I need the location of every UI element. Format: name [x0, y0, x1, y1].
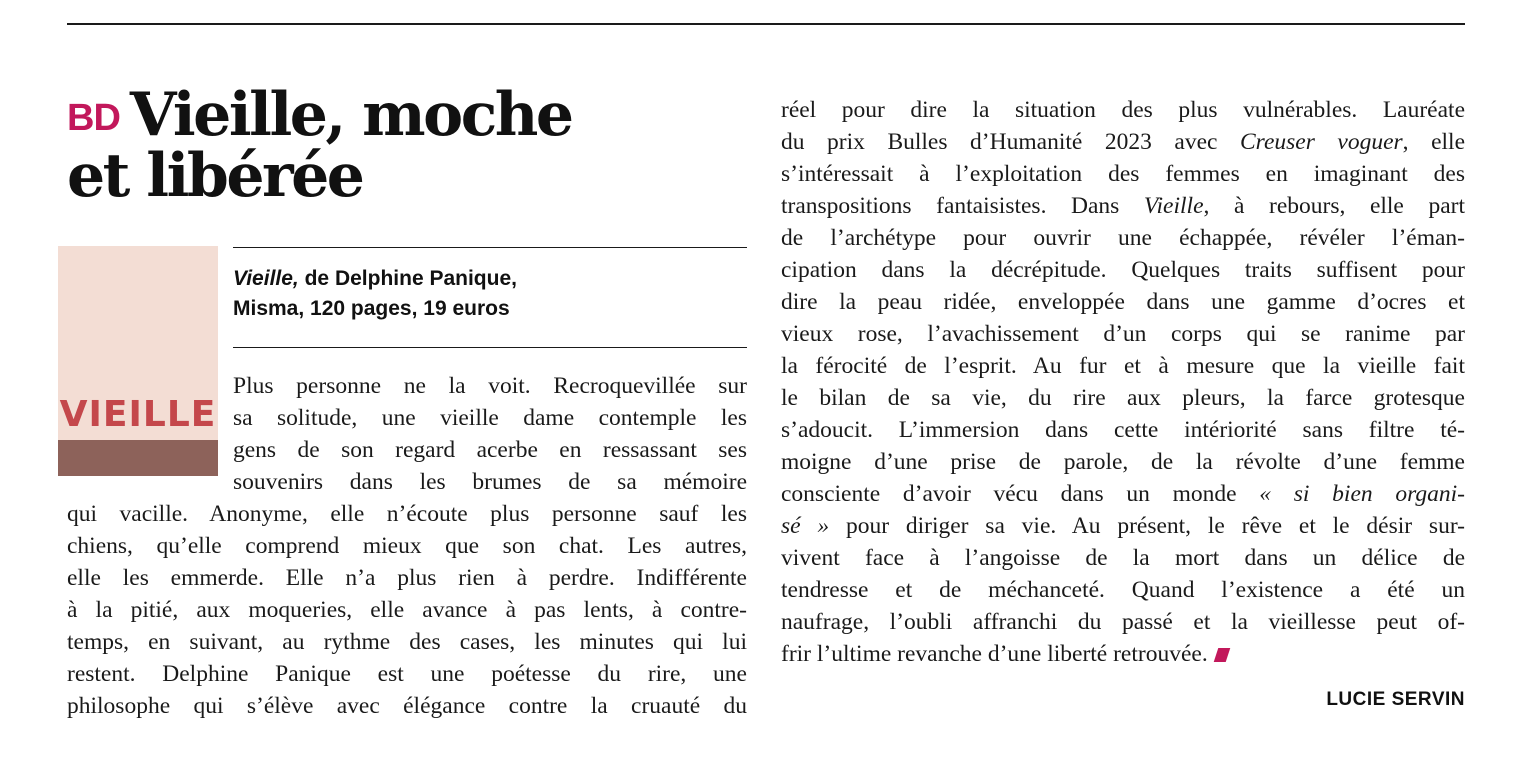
body-line: consciente d’avoir vécu dans un monde « si bien organi- [781, 481, 1465, 507]
body-line: gens de son regard acerbe en ressassant ses [233, 437, 747, 463]
body-line: naufrage, l’oubli affranchi du passé et la vieillesse peut of- [781, 609, 1465, 635]
body-line: restent. Delphine Panique est une poétesse du rire, une [67, 661, 747, 687]
top-rule [67, 23, 1465, 25]
headline [67, 80, 707, 211]
book-info-line-2: Misma, 120 pages, 19 euros [233, 297, 510, 320]
body-line: le bilan de sa vie, du rire aux pleurs, la farce grotesque [781, 385, 1465, 411]
book-title-mention: Vieille [1143, 193, 1204, 219]
body-line: qui vacille. Anonyme, elle n’écoute plus personne sauf les [67, 501, 747, 527]
book-cover-title: VIEILLE [59, 394, 217, 435]
body-line: transpositions fantaisistes. Dans Vieille, à rebours, elle part [781, 193, 1465, 219]
book-info-top-rule [233, 247, 747, 248]
body-line: temps, en suivant, au rythme des cases, les minutes qui lui [67, 629, 747, 655]
body-line: sa solitude, une vieille dame contemple les [233, 405, 747, 431]
book-info-title: Vieille, [233, 267, 299, 290]
body-line: souvenirs dans les brumes de sa mémoire [233, 469, 747, 495]
book-info-line-1: Vieille, de Delphine Panique, [233, 267, 517, 290]
body-line: du prix Bulles d’Humanité 2023 avec Creuser voguer, elle [781, 129, 1465, 155]
body-line: à la pitié, aux moqueries, elle avance à pas lents, à contre- [67, 597, 747, 623]
body-line: elle les emmerde. Elle n’a plus rien à perdre. Indifférente [67, 565, 747, 591]
body-line: dire la peau ridée, enveloppée dans une gamme d’ocres et [781, 289, 1465, 315]
body-line: sé » pour diriger sa vie. Au présent, le rêve et le désir sur- [781, 513, 1465, 539]
body-line: tendresse et de méchanceté. Quand l’existence a été un [781, 577, 1465, 603]
body-line: s’intéressait à l’exploitation des femmes en imaginant des [781, 161, 1465, 187]
book-title-mention: Creuser voguer [1240, 129, 1403, 155]
body-line: chiens, qu’elle comprend mieux que son chat. Les autres, [67, 533, 747, 559]
body-line: Plus personne ne la voit. Recroquevillée sur [233, 373, 747, 399]
end-mark-icon [1213, 648, 1230, 662]
body-line: la férocité de l’esprit. Au fur et à mesure que la vieille fait [781, 353, 1465, 379]
body-line: réel pour dire la situation des plus vulnérables. Lauréate [781, 97, 1465, 123]
body-line: s’adoucit. L’immersion dans cette intériorité sans filtre té- [781, 417, 1465, 443]
quote: « si bien organi- [1259, 481, 1465, 507]
body-line: cipation dans la décrépitude. Quelques traits suffisent pour [781, 257, 1465, 283]
body-line: moigne d’une prise de parole, de la révolte d’une femme [781, 449, 1465, 475]
headline-line-1: Vieille, moche [129, 80, 572, 150]
quote: sé » [781, 513, 830, 539]
headline-line-2: et libérée [67, 141, 363, 211]
book-cover-ground [58, 440, 218, 476]
book-cover-image [58, 246, 218, 476]
author-byline: LUCIE SERVIN [1326, 689, 1465, 710]
body-line: philosophe qui s’élève avec élégance contre la cruauté du [67, 693, 747, 719]
body-line: vivent face à l’angoisse de la mort dans un délice de [781, 545, 1465, 571]
book-info [233, 264, 747, 324]
body-line: frir l’ultime revanche d’une liberté retrouvée. [781, 638, 1465, 670]
rubric-label: BD [67, 97, 120, 139]
book-info-bottom-rule [233, 347, 747, 348]
body-line: de l’archétype pour ouvrir une échappée, révéler l’éman- [781, 225, 1465, 251]
body-line: vieux rose, l’avachissement d’un corps qui se ranime par [781, 321, 1465, 347]
